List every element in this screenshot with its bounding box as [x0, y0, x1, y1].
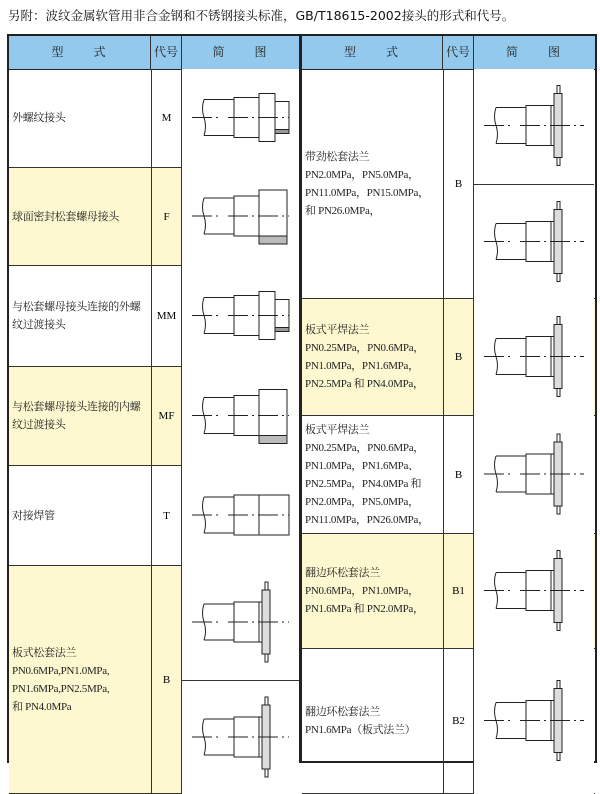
- pressure-line: PN2.0MPa，PN5.0MPa，: [305, 495, 419, 508]
- plate-flange-icon: [474, 416, 594, 534]
- fitting-type: 球面密封松套螺母接头: [12, 210, 119, 223]
- right-table: [301, 34, 597, 763]
- pressure-line: PN2.5MPa，PN4.0MPa 和: [305, 477, 422, 490]
- table-row: [302, 649, 595, 794]
- fitting-code: B: [151, 566, 182, 793]
- fitting-type: 板式平焊法兰: [305, 324, 370, 336]
- loose-flange-icon: [182, 680, 299, 794]
- header-diagram: 简 图: [212, 45, 269, 59]
- loose-flange-icon: [182, 566, 299, 680]
- header-diagram: 简 图: [505, 45, 562, 59]
- pressure-line: PN0.25MPa，PN0.6MPa，: [305, 441, 424, 454]
- fitting-type: 板式平焊法兰: [305, 423, 370, 436]
- table-row: [302, 69, 595, 299]
- pressure-line: PN0.6MPa,PN1.0MPa,: [12, 664, 110, 677]
- table-row: [9, 168, 299, 266]
- table-row: [302, 534, 595, 649]
- fitting-code: B: [443, 299, 474, 415]
- fitting-type: 板式松套法兰: [12, 646, 77, 659]
- table-row: [302, 299, 595, 416]
- pressure-line: 和 PN4.0MPa: [12, 700, 72, 713]
- header-type: 型 式: [302, 36, 443, 69]
- header-type: 型 式: [9, 36, 151, 69]
- nut-joint-icon: [182, 168, 299, 266]
- female-adapter-icon: [182, 367, 299, 466]
- table-row: [302, 416, 595, 534]
- fitting-code: M: [151, 69, 182, 167]
- fitting-type: 与松套螺母接头连接的内螺纹过渡接头: [12, 401, 141, 431]
- fitting-type: 与松套螺母接头连接的外螺纹过渡接头: [12, 301, 141, 331]
- fitting-code: F: [151, 168, 182, 265]
- header-code: 代号: [151, 36, 182, 69]
- pressure-line: PN1.0MPa，PN1.6MPa、: [305, 459, 419, 472]
- table-row: [9, 266, 299, 367]
- pressure-line: PN1.0MPa，PN1.6MPa，: [305, 360, 419, 372]
- table-row: [9, 466, 299, 566]
- neck-flange-icon: [474, 184, 594, 299]
- table-row: [9, 566, 299, 794]
- fitting-type: 外螺纹接头: [12, 112, 66, 124]
- pressure-line: 和 PN26.0MPa，: [305, 204, 381, 217]
- weld-pipe-icon: [182, 466, 299, 566]
- fitting-type: 对接焊管: [12, 509, 55, 522]
- pressure-line: PN11.0MPa，PN26.0MPa，: [305, 513, 429, 526]
- pressure-line: PN2.0MPa，PN5.0MPa，: [305, 168, 419, 181]
- fitting-code: B2: [443, 649, 474, 793]
- male-thread-icon: [182, 69, 299, 168]
- header-code: 代号: [443, 36, 474, 69]
- fitting-code: T: [151, 466, 182, 565]
- lap-flange-icon: [474, 649, 594, 794]
- left-table: [7, 34, 301, 763]
- neck-flange-icon: [474, 69, 594, 184]
- fitting-type: 翻边环松套法兰: [305, 706, 380, 718]
- pressure-line: PN0.25MPa，PN0.6MPa，: [305, 342, 424, 354]
- pressure-line: PN1.6MPa,PN2.5MPa,: [12, 682, 110, 695]
- table-row: [9, 367, 299, 466]
- fitting-type: 带劲松套法兰: [305, 150, 370, 163]
- fitting-code: B1: [443, 534, 474, 648]
- fitting-code: B: [443, 416, 474, 533]
- left-header: [9, 36, 299, 70]
- pressure-line: PN2.5MPa 和 PN4.0MPa，: [305, 378, 424, 390]
- page-title: 另附：波纹金属软管用非合金钢和不锈钢接头标准，GB/T18615-2002接头的形式和代号。: [8, 8, 515, 23]
- pressure-line: PN0.6MPa，PN1.0MPa，: [305, 585, 419, 597]
- pressure-line: PN1.6MPa（板式法兰）: [305, 724, 416, 736]
- plate-flange-icon: [474, 299, 594, 416]
- male-adapter-icon: [182, 266, 299, 367]
- fitting-code: MF: [151, 367, 182, 465]
- pressure-line: PN11.0MPa，PN15.0MPa，: [305, 186, 429, 199]
- fitting-type: 翻边环松套法兰: [305, 567, 380, 579]
- lap-flange-icon: [474, 534, 594, 649]
- fitting-code: B: [443, 69, 474, 298]
- right-header: [302, 36, 595, 70]
- pressure-line: PN1.6MPa 和 PN2.0MPa，: [305, 603, 424, 615]
- table-row: [9, 69, 299, 168]
- fitting-code: MM: [151, 266, 182, 366]
